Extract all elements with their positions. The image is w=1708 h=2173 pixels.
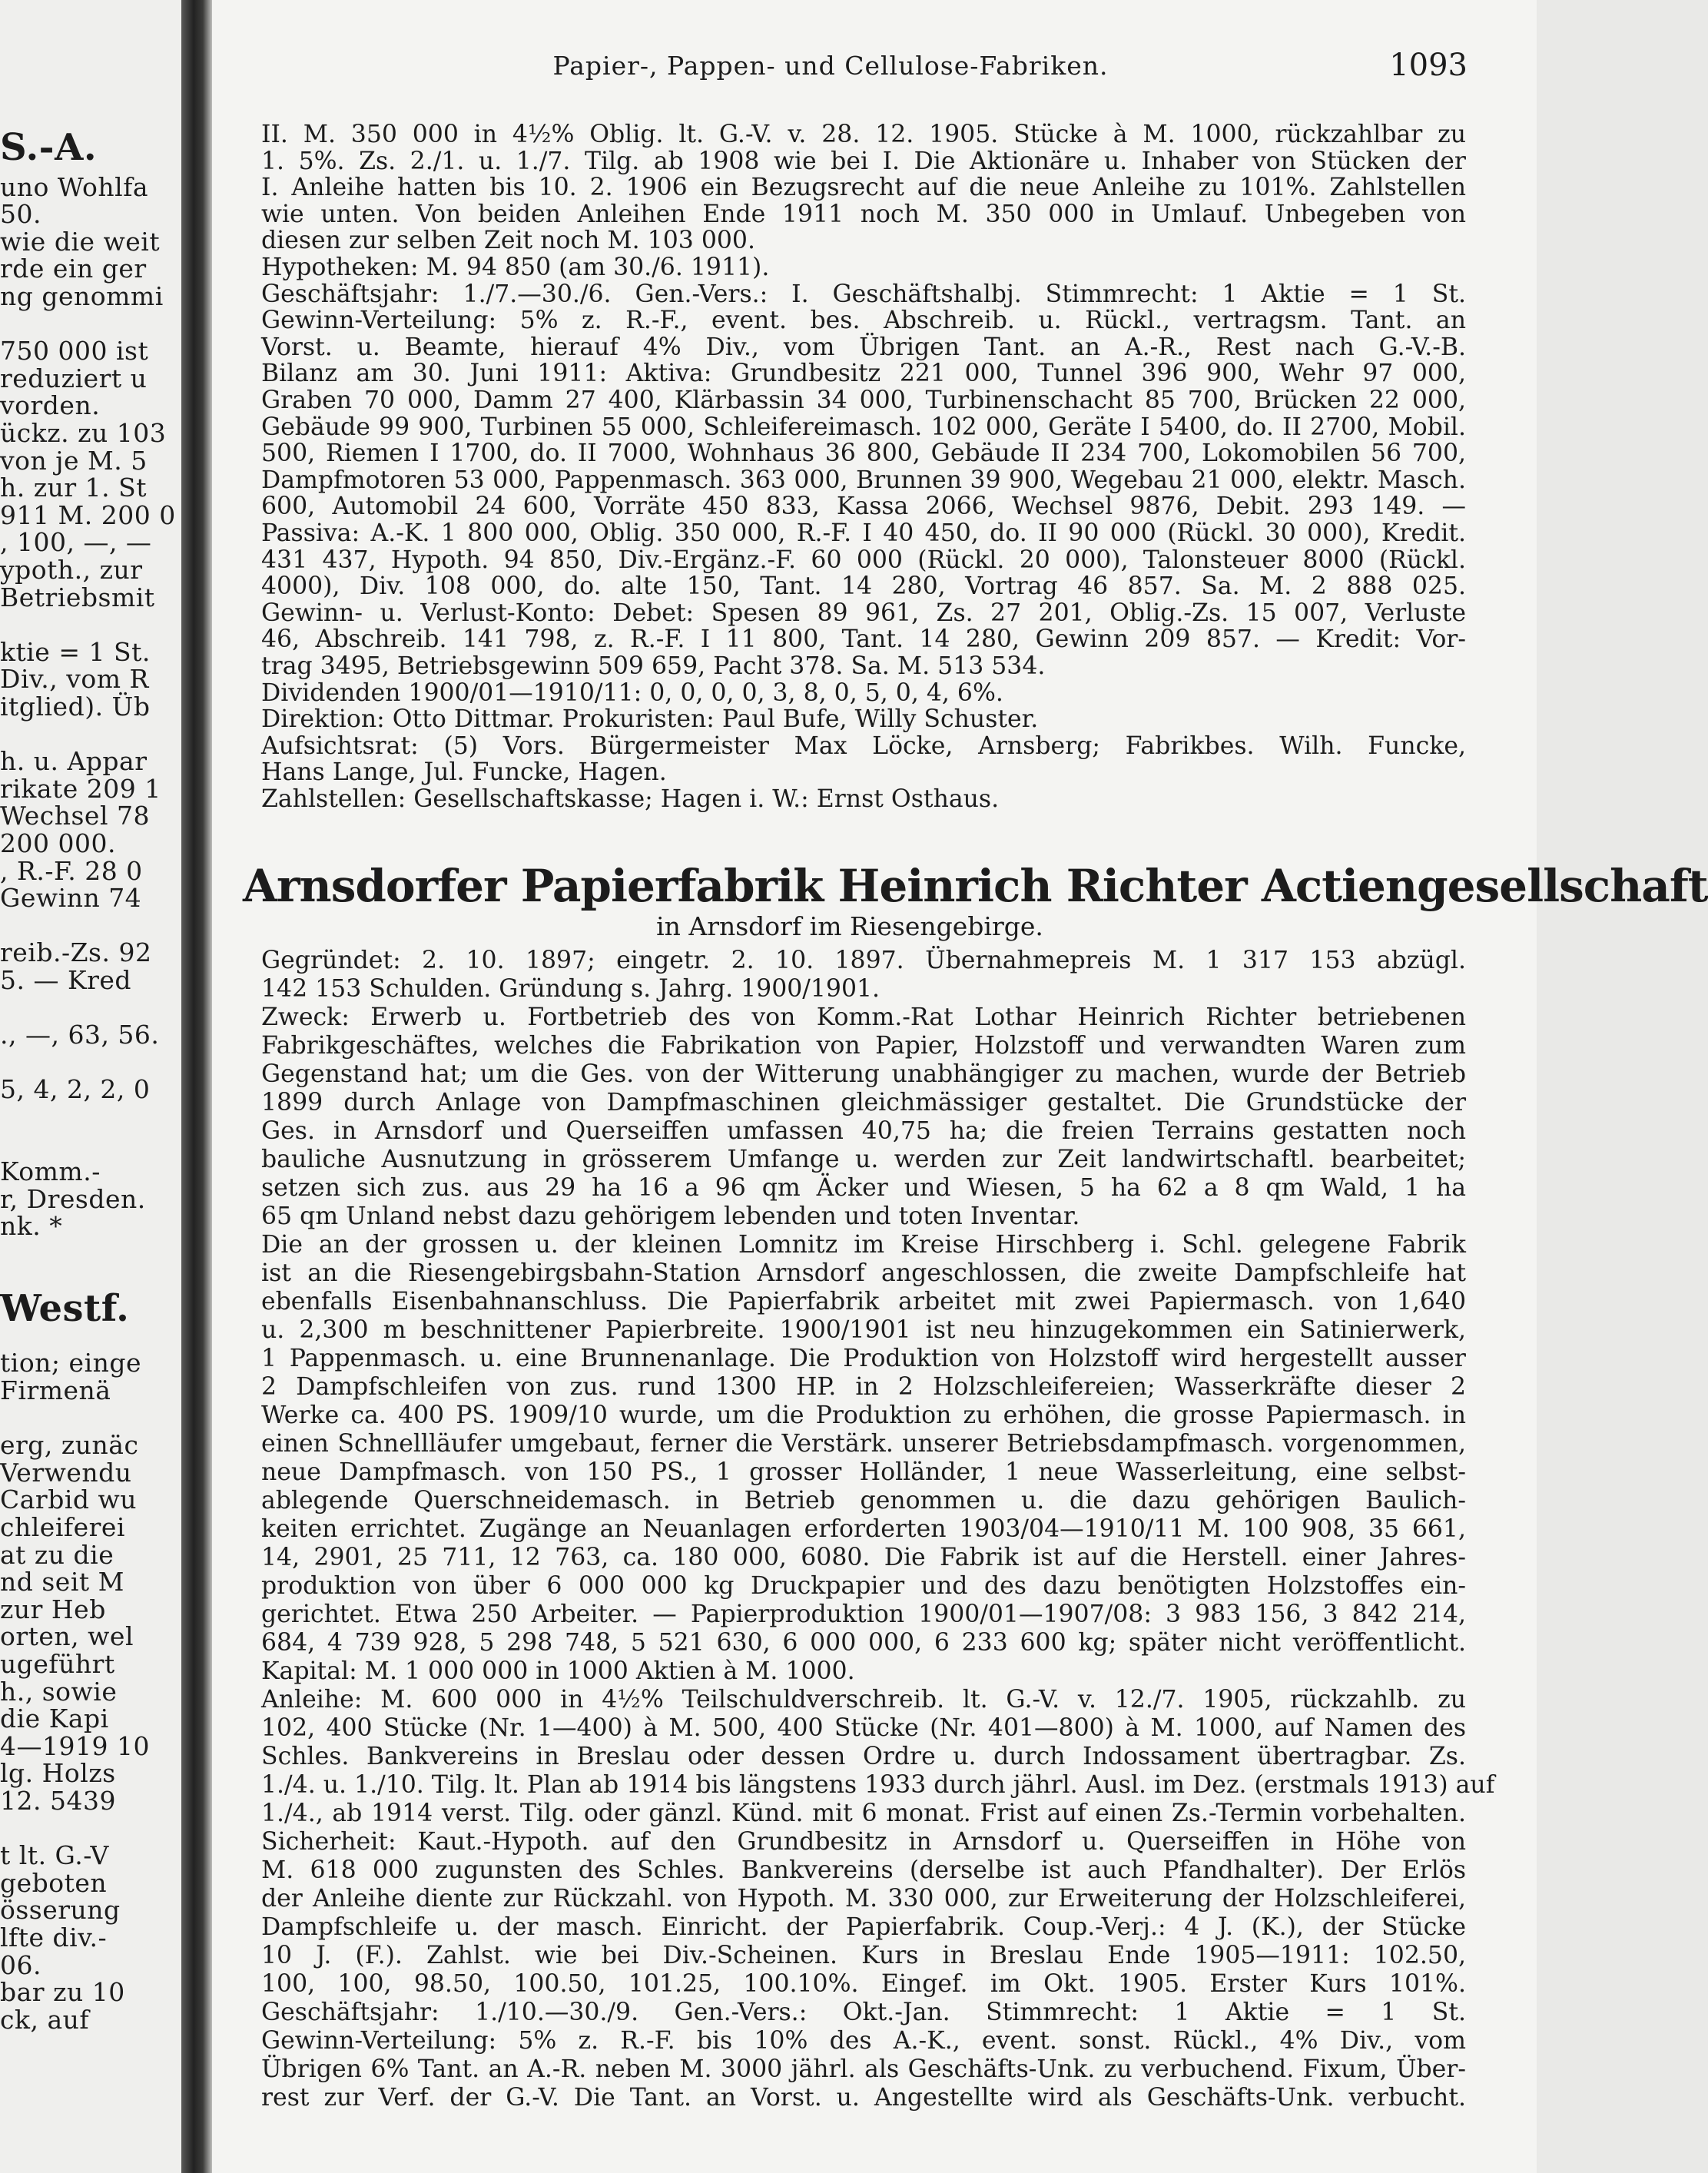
left-page-line: ktie = 1 St. [0, 636, 151, 667]
text-line: Fabrikgeschäftes, welches die Fabrikation von Papier, Holzstoff und verwandten Waren zum [261, 1032, 1466, 1060]
left-page-line: ypoth., zur [0, 555, 143, 585]
left-page-line: 4—1919 10 [0, 1730, 150, 1761]
left-page-line: nk. * [0, 1211, 63, 1242]
text-line: Geschäftsjahr: 1./7.—30./6. Gen.-Vers.: I. Geschäftshalbj. Stimmrecht: 1 Aktie = 1 St. [261, 280, 1466, 308]
left-page-line: geboten [0, 1867, 108, 1898]
left-page-line: von je M. 5 [0, 445, 148, 476]
left-page-line: wie die weit [0, 226, 161, 257]
company-location: in Arnsdorf im Riesengebirge. [656, 911, 1043, 941]
left-page-line: ., —, 63, 56. [0, 1020, 160, 1050]
right-page [212, 0, 1708, 2173]
left-page-line: uno Wohlfa [0, 171, 149, 202]
text-line: Sicherheit: Kaut.-Hypoth. auf den Grundbesitz in Arnsdorf u. Querseiffen in Höhe von [261, 1828, 1466, 1856]
left-page-line: Verwendu [0, 1457, 132, 1488]
left-page-line: 06. [0, 1949, 41, 1980]
text-line: Gewinn- u. Verlust-Konto: Debet: Spesen 89 961, Zs. 27 201, Oblig.-Zs. 15 007, Verluste [261, 599, 1466, 627]
text-line: Passiva: A.-K. 1 800 000, Oblig. 350 000, R.-F. I 40 450, do. II 90 000 (Rückl. 30 000), Kredit. [261, 519, 1466, 547]
text-line: einen Schnellläufer umgebaut, ferner die Verstärk. unserer Betriebsdampfmasch. vorgenommen, [261, 1430, 1466, 1458]
left-page-line: r, Dresden. [0, 1183, 146, 1214]
text-line: 14, 2901, 25 711, 12 763, ca. 180 000, 6080. Die Fabrik ist auf die Herstell. einer Jahres- [261, 1544, 1466, 1571]
page-number: 1093 [1389, 48, 1468, 83]
text-line: 1899 durch Anlage von Dampfmaschinen gleichmässiger gestaltet. Die Grundstücke der [261, 1089, 1466, 1116]
left-page-line: 750 000 ist [0, 336, 149, 367]
left-page-line: 200 000. [0, 828, 116, 858]
text-line: wie unten. Von beiden Anleihen Ende 1911 noch M. 350 000 in Umlauf. Unbegeben von [261, 200, 1466, 228]
text-line: produktion von über 6 000 000 kg Druckpapier und des dazu benötigten Holzstoffes ein- [261, 1572, 1466, 1600]
text-line: Die an der grossen u. der kleinen Lomnitz im Kreise Hirschberg i. Schl. gelegene Fabrik [261, 1231, 1466, 1259]
text-line: Dampfschleife u. der masch. Einricht. der Papierfabrik. Coup.-Verj.: 4 J. (K.), der Stücke [261, 1913, 1466, 1941]
left-page-line: orten, wel [0, 1621, 134, 1652]
text-line: gerichtet. Etwa 250 Arbeiter. — Papierproduktion 1900/01—1907/08: 3 983 156, 3 842 214, [261, 1601, 1466, 1628]
text-line: Vorst. u. Beamte, hierauf 4% Div., vom Übrigen Tant. an A.-R., Rest nach G.-V.-B. [261, 333, 1466, 361]
text-line: Gegründet: 2. 10. 1897; eingetr. 2. 10. 1897. Übernahmepreis M. 1 317 153 abzügl. [261, 947, 1466, 974]
text-line: Aufsichtsrat: (5) Vors. Bürgermeister Max Löcke, Arnsberg; Fabrikbes. Wilh. Funcke, [261, 732, 1466, 760]
left-page-line: 911 M. 200 0 [0, 499, 176, 530]
left-page-line: chleiferei [0, 1512, 125, 1542]
left-page-line: Westf. [0, 1287, 130, 1331]
text-line: 684, 4 739 928, 5 298 748, 5 521 630, 6 000 000, 6 233 600 kg; später nicht veröffentlicht. [261, 1629, 1466, 1657]
left-page-line: 5. — Kred [0, 965, 132, 995]
text-line: 1. 5%. Zs. 2./1. u. 1./7. Tilg. ab 1908 wie bei I. Die Aktionäre u. Inhaber von Stücken der [261, 147, 1466, 175]
text-line: Gebäude 99 900, Turbinen 55 000, Schleifereimasch. 102 000, Geräte I 5400, do. II 2700, Mobil. [261, 413, 1466, 441]
left-page-line: reduziert u [0, 363, 148, 393]
text-line: 4000), Div. 108 000, do. alte 150, Tant. 14 280, Vortrag 46 857. Sa. M. 2 888 025. [261, 572, 1466, 601]
left-page-line: at zu die [0, 1539, 114, 1570]
left-page-line: 5, 4, 2, 2, 0 [0, 1074, 151, 1105]
left-page-line: , R.-F. 28 0 [0, 855, 143, 886]
left-page-line: Komm.- [0, 1156, 101, 1187]
text-line: Zweck: Erwerb u. Fortbetrieb des von Komm.-Rat Lothar Heinrich Richter betriebenen [261, 1004, 1466, 1031]
text-line: 431 437, Hypoth. 94 850, Div.-Ergänz.-F. 60 000 (Rückl. 20 000), Talonsteuer 8000 (Rückl. [261, 546, 1466, 574]
text-line: 102, 400 Stücke (Nr. 1—400) à M. 500, 400 Stücke (Nr. 401—800) à M. 1000, auf Namen des [261, 1714, 1466, 1742]
left-page-line: bar zu 10 [0, 1977, 125, 2008]
text-line: der Anleihe diente zur Rückzahl. von Hypoth. M. 330 000, zur Erweiterung der Holzschleiferei, [261, 1885, 1466, 1913]
text-line: neue Dampfmasch. von 150 PS., 1 grosser Holländer, 1 neue Wasserleitung, eine selbst- [261, 1458, 1466, 1486]
left-page-line: erg, zunäc [0, 1430, 139, 1461]
left-page-line: nd seit M [0, 1567, 124, 1597]
text-line: Direktion: Otto Dittmar. Prokuristen: Paul Bufe, Willy Schuster. [261, 705, 1039, 734]
text-line: Dampfmotoren 53 000, Pappenmasch. 363 000, Brunnen 39 900, Wegebau 21 000, elektr. Masch. [261, 466, 1466, 494]
text-line: Geschäftsjahr: 1./10.—30./9. Gen.-Vers.: Okt.-Jan. Stimmrecht: 1 Aktie = 1 St. [261, 1999, 1466, 2026]
text-line: Dividenden 1900/01—1910/11: 0, 0, 0, 0, 3, 8, 0, 5, 0, 4, 6%. [261, 678, 1003, 707]
text-line: 1./4., ab 1914 verst. Tilg. oder gänzl. Künd. mit 6 monat. Frist auf einen Zs.-Termin vorbehalten. [261, 1800, 1466, 1827]
text-line: 142 153 Schulden. Gründung s. Jahrg. 1900/1901. [261, 975, 881, 1003]
left-page-line: vorden. [0, 390, 101, 421]
left-page-line: ck, auf [0, 2004, 90, 2035]
left-page-line: h., sowie [0, 1676, 118, 1707]
text-line: rest zur Verf. der G.-V. Die Tant. an Vorst. u. Angestellte wird als Geschäfts-Unk. verbucht. [261, 2084, 1466, 2112]
text-line: Ges. in Arnsdorf und Querseiffen umfassen 40,75 ha; die freien Terrains gestatten noch [261, 1117, 1466, 1145]
text-line: II. M. 350 000 in 4½% Oblig. lt. G.-V. v. 28. 12. 1905. Stücke à M. 1000, rückzahlbar zu [261, 121, 1466, 148]
left-page-line: Div., vom R [0, 664, 149, 695]
text-line: 500, Riemen I 1700, do. II 7000, Wohnhaus 36 800, Gebäude II 234 700, Lokomobilen 56 700, [261, 440, 1466, 468]
text-line: 2 Dampfschleifen von zus. rund 1300 HP. in 2 Holzschleifereien; Wasserkräfte dieser 2 [261, 1373, 1466, 1401]
left-page-line: Wechsel 78 [0, 801, 150, 831]
text-line: bauliche Ausnutzung in grösserem Umfange u. werden zur Zeit landwirtschaftl. bearbeitet; [261, 1146, 1466, 1173]
text-line: trag 3495, Betriebsgewinn 509 659, Pacht 378. Sa. M. 513 534. [261, 652, 1046, 680]
text-line: 100, 100, 98.50, 100.50, 101.25, 100.10%. Eingef. im Okt. 1905. Erster Kurs 101%. [261, 1970, 1466, 1998]
text-line: Gewinn-Verteilung: 5% z. R.-F., event. bes. Abschreib. u. Rückl., vertragsm. Tant. an [261, 307, 1466, 335]
text-line: 10 J. (F.). Zahlst. wie bei Div.-Scheinen. Kurs in Breslau Ende 1905—1911: 102.50, [261, 1942, 1466, 1969]
running-head: Papier-, Pappen- und Cellulose-Fabriken. [552, 51, 1109, 81]
left-page-line: h. u. Appar [0, 746, 148, 777]
left-page-line: 50. [0, 199, 41, 230]
text-line: Übrigen 6% Tant. an A.-R. neben M. 3000 jährl. als Geschäfts-Unk. zu verbuchend. Fixum, Über- [261, 2055, 1466, 2083]
text-line: Hans Lange, Jul. Funcke, Hagen. [261, 758, 667, 787]
text-line: 600, Automobil 24 600, Vorräte 450 833, Kassa 2066, Wechsel 9876, Debit. 293 149. — [261, 493, 1466, 521]
text-line: diesen zur selben Zeit noch M. 103 000. [261, 227, 755, 255]
text-line: Werke ca. 400 PS. 1909/10 wurde, um die Produktion zu erhöhen, die grosse Papiermasch. in [261, 1402, 1466, 1429]
left-page-line: die Kapi [0, 1704, 109, 1734]
left-page-line: S.-A. [0, 126, 98, 169]
left-page-fragment [0, 0, 192, 2173]
text-line: Zahlstellen: Gesellschaftskasse; Hagen i. W.: Ernst Osthaus. [261, 785, 1000, 813]
text-line: 65 qm Unland nebst dazu gehörigem lebenden und toten Inventar. [261, 1203, 1080, 1230]
book-gutter [181, 0, 212, 2173]
left-page-line: ugeführt [0, 1649, 115, 1679]
left-page-line: rde ein ger [0, 254, 147, 284]
text-line: M. 618 000 zugunsten des Schles. Bankvereins (derselbe ist auch Pfandhalter). Der Erlös [261, 1856, 1466, 1884]
left-page-line: ng genommi [0, 281, 164, 311]
text-line: setzen sich zus. aus 29 ha 16 a 96 qm Äcker und Wiesen, 5 ha 62 a 8 qm Wald, 1 ha [261, 1174, 1466, 1202]
left-page-line: zur Heb [0, 1594, 106, 1624]
text-line: 1./4. u. 1./10. Tilg. lt. Plan ab 1914 bis längstens 1933 durch jährl. Ausl. im Dez. (erstmals 1913) auf [261, 1771, 1495, 1799]
text-line: Hypotheken: M. 94 850 (am 30./6. 1911). [261, 254, 770, 281]
left-page-line: tion; einge [0, 1348, 142, 1378]
left-page-line: , 100, —, — [0, 527, 152, 558]
text-line: Gewinn-Verteilung: 5% z. R.-F. bis 10% des A.-K., event. sonst. Rückl., 4% Div., vom [261, 2027, 1466, 2055]
text-line: Graben 70 000, Damm 27 400, Klärbassin 34 000, Turbinenschacht 85 700, Brücken 22 000, [261, 386, 1466, 414]
text-line: ablegende Querschneidemasch. in Betrieb genommen u. die dazu gehörigen Baulich- [261, 1487, 1466, 1514]
left-page-line: össerung [0, 1895, 121, 1926]
left-page-line: Gewinn 74 [0, 883, 142, 914]
left-page-line: ückz. zu 103 [0, 418, 167, 448]
left-page-line: t lt. G.-V [0, 1840, 109, 1871]
left-page-line: reib.-Zs. 92 [0, 937, 152, 968]
text-line: Bilanz am 30. Juni 1911: Aktiva: Grundbesitz 221 000, Tunnel 396 900, Wehr 97 000, [261, 360, 1466, 388]
left-page-line: rikate 209 1 [0, 773, 161, 804]
left-page-line: Carbid wu [0, 1485, 137, 1515]
text-line: u. 2,300 m beschnittener Papierbreite. 1900/1901 ist neu hinzugekommen ein Satinierwerk, [261, 1316, 1466, 1344]
text-line: 1 Pappenmasch. u. eine Brunnenanlage. Die Produktion von Holzstoff wird hergestellt ausser [261, 1345, 1466, 1372]
left-page-line: itglied). Üb [0, 692, 151, 722]
text-line: I. Anleihe hatten bis 10. 2. 1906 ein Bezugsrecht auf die neue Anleihe zu 101%. Zahlstellen [261, 174, 1466, 202]
text-line: Schles. Bankvereins in Breslau oder dessen Ordre u. durch Indossament übertragbar. Zs. [261, 1743, 1466, 1770]
text-line: 46, Abschreib. 141 798, z. R.-F. I 11 800, Tant. 14 280, Gewinn 209 857. — Kredit: Vor- [261, 625, 1466, 654]
text-line: Gegenstand hat; um die Ges. von der Witterung unabhängiger zu machen, wurde der Betrieb [261, 1060, 1466, 1088]
left-page-line: 12. 5439 [0, 1786, 116, 1816]
left-page-line: lfte div.- [0, 1923, 108, 1952]
text-line: keiten errichtet. Zugänge an Neuanlagen erforderten 1903/04—1910/11 M. 100 908, 35 661, [261, 1515, 1466, 1543]
text-line: ebenfalls Eisenbahnanschluss. Die Papierfabrik arbeitet mit zwei Papiermasch. von 1,640 [261, 1288, 1466, 1315]
left-page-line: lg. Holzs [0, 1758, 116, 1789]
company-heading: Arnsdorfer Papierfabrik Heinrich Richter Actiengesellschaft [243, 860, 1708, 912]
left-page-line: h. zur 1. St [0, 473, 147, 503]
left-page-line: Firmenä [0, 1375, 111, 1405]
text-line: ist an die Riesengebirgsbahn-Station Arnsdorf angeschlossen, die zweite Dampfschleife hat [261, 1259, 1466, 1287]
text-line: Anleihe: M. 600 000 in 4½% Teilschuldverschreib. lt. G.-V. v. 12./7. 1905, rückzahlb. zu [261, 1686, 1466, 1714]
text-line: Kapital: M. 1 000 000 in 1000 Aktien à M. 1000. [261, 1657, 855, 1685]
left-page-line: Betriebsmit [0, 582, 155, 612]
